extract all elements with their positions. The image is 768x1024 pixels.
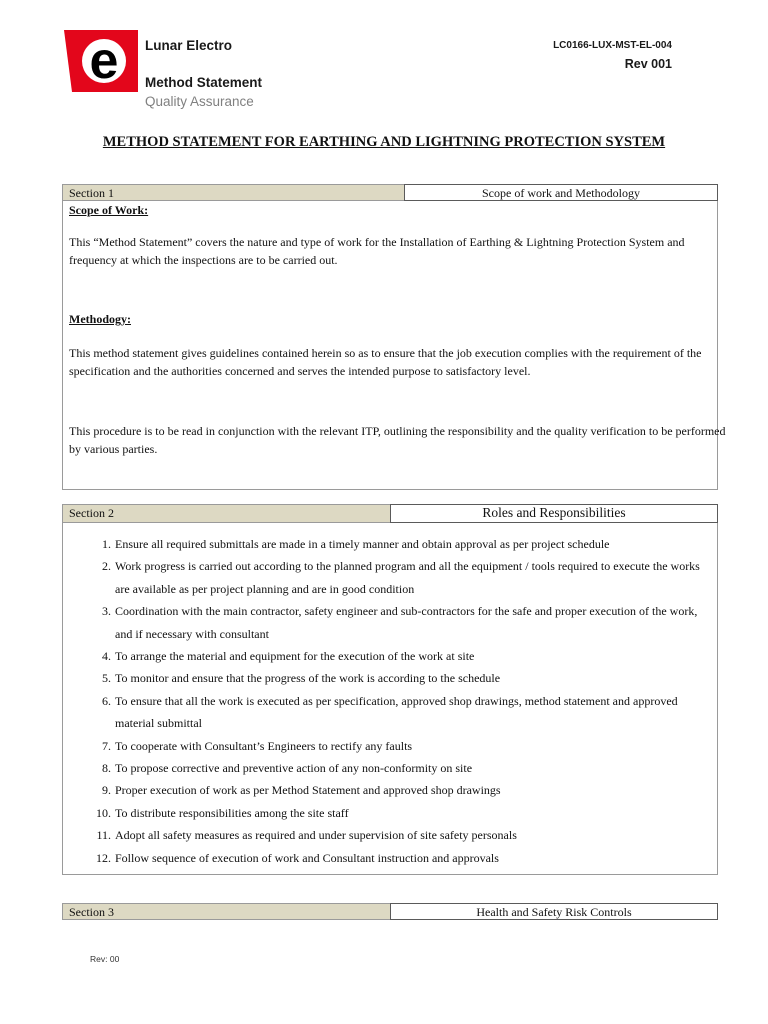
list-item — [63, 779, 719, 801]
list-item-number: 9. — [102, 783, 111, 798]
list-item-number: 1. — [102, 537, 111, 551]
list-item — [63, 690, 719, 735]
section-2-header — [62, 504, 718, 523]
procedure-paragraph: This procedure is to be read in conjunction with the relevant ITP, outlining the responsibility and the quality verification to be performed by various parties. — [69, 424, 726, 456]
page-title: METHOD STATEMENT FOR EARTHING AND LIGHTNING PROTECTION SYSTEM — [102, 134, 666, 150]
list-item-number: 2. — [102, 559, 111, 574]
list-item-text: Follow sequence of execution of work and Consultant instruction and approvals — [115, 850, 499, 865]
section-2-label: Section 2 — [62, 504, 390, 523]
list-item — [63, 802, 719, 824]
section-1-header — [62, 184, 718, 201]
list-item-text: To distribute responsibilities among the site staff — [115, 805, 349, 820]
list-item-text: To monitor and ensure that the progress of the work is according to the schedule — [115, 671, 501, 686]
scope-heading: Scope of Work: — [69, 203, 149, 217]
list-item — [63, 600, 719, 645]
revision-label: Rev 001 — [624, 57, 672, 71]
roles-list — [63, 533, 719, 869]
company-name: Lunar Electro — [145, 38, 233, 53]
list-item-number: 7. — [102, 738, 111, 753]
section-2-body — [62, 523, 718, 875]
list-item-text: Adopt all safety measures as required and under supervision of site safety personals — [115, 828, 517, 843]
list-item-number: 10. — [96, 805, 111, 820]
section-2-title: Roles and Responsibilities — [390, 504, 718, 523]
section-3-header — [62, 903, 718, 920]
list-item-number: 6. — [102, 693, 111, 708]
list-item-number: 8. — [102, 761, 111, 776]
list-item — [63, 667, 719, 689]
list-item — [63, 533, 719, 555]
list-item — [63, 735, 719, 757]
list-item-text: To ensure that all the work is executed as per specification, approved shop drawings, method statement and approved material submittal — [115, 693, 678, 731]
section-3-title: Health and Safety Risk Controls — [390, 903, 718, 920]
document-number: LC0166-LUX-MST-EL-004 — [553, 40, 672, 51]
list-item — [63, 847, 719, 869]
list-item-text: To arrange the material and equipment for the execution of the work at site — [115, 649, 475, 664]
section-1-label: Section 1 — [62, 184, 404, 201]
section-1-body — [62, 201, 726, 490]
list-item-number: 11. — [96, 828, 111, 843]
list-item-number: 12. — [96, 850, 111, 865]
list-item-number: 5. — [102, 671, 111, 686]
section-3-label: Section 3 — [62, 903, 390, 920]
list-item — [63, 555, 719, 600]
footer-revision: Rev: 00 — [90, 954, 120, 964]
company-logo — [64, 30, 138, 92]
list-item — [63, 757, 719, 779]
list-item — [63, 645, 719, 667]
list-item-text: Proper execution of work as per Method Statement and approved shop drawings — [115, 783, 501, 798]
methodology-heading: Methodogy: — [69, 312, 131, 326]
list-item-text: Work progress is carried out according to the planned program and all the equipment / tools required to execute the works are available as per project planning and are in good condition — [115, 559, 700, 596]
list-item-number: 4. — [102, 649, 111, 664]
scope-paragraph: This “Method Statement” covers the nature and type of work for the Installation of Earthing & Lightning Protection System and frequency at which the inspections are to be carried out. — [69, 235, 685, 267]
list-item-number: 3. — [102, 604, 111, 619]
department: Quality Assurance — [145, 94, 254, 109]
list-item-text: To cooperate with Consultant’s Engineers to rectify any faults — [115, 738, 413, 753]
list-item — [63, 824, 719, 846]
logo-letter: e — [89, 32, 119, 90]
list-item-text: Coordination with the main contractor, safety engineer and sub-contractors for the safe and proper execution of the work, and if necessary with consultant — [115, 604, 698, 641]
list-item-text: To propose corrective and preventive action of any non-conformity on site — [115, 761, 473, 776]
section-1-title: Scope of work and Methodology — [404, 184, 718, 201]
methodology-paragraph: This method statement gives guidelines contained herein so as to ensure that the job execution complies with the requirement of the specification and the authorities concerned and serves the intended purpose to satisfactory level. — [69, 346, 702, 378]
document-type: Method Statement — [145, 75, 263, 90]
list-item-text: Ensure all required submittals are made in a timely manner and obtain approval as per project schedule — [115, 537, 610, 551]
